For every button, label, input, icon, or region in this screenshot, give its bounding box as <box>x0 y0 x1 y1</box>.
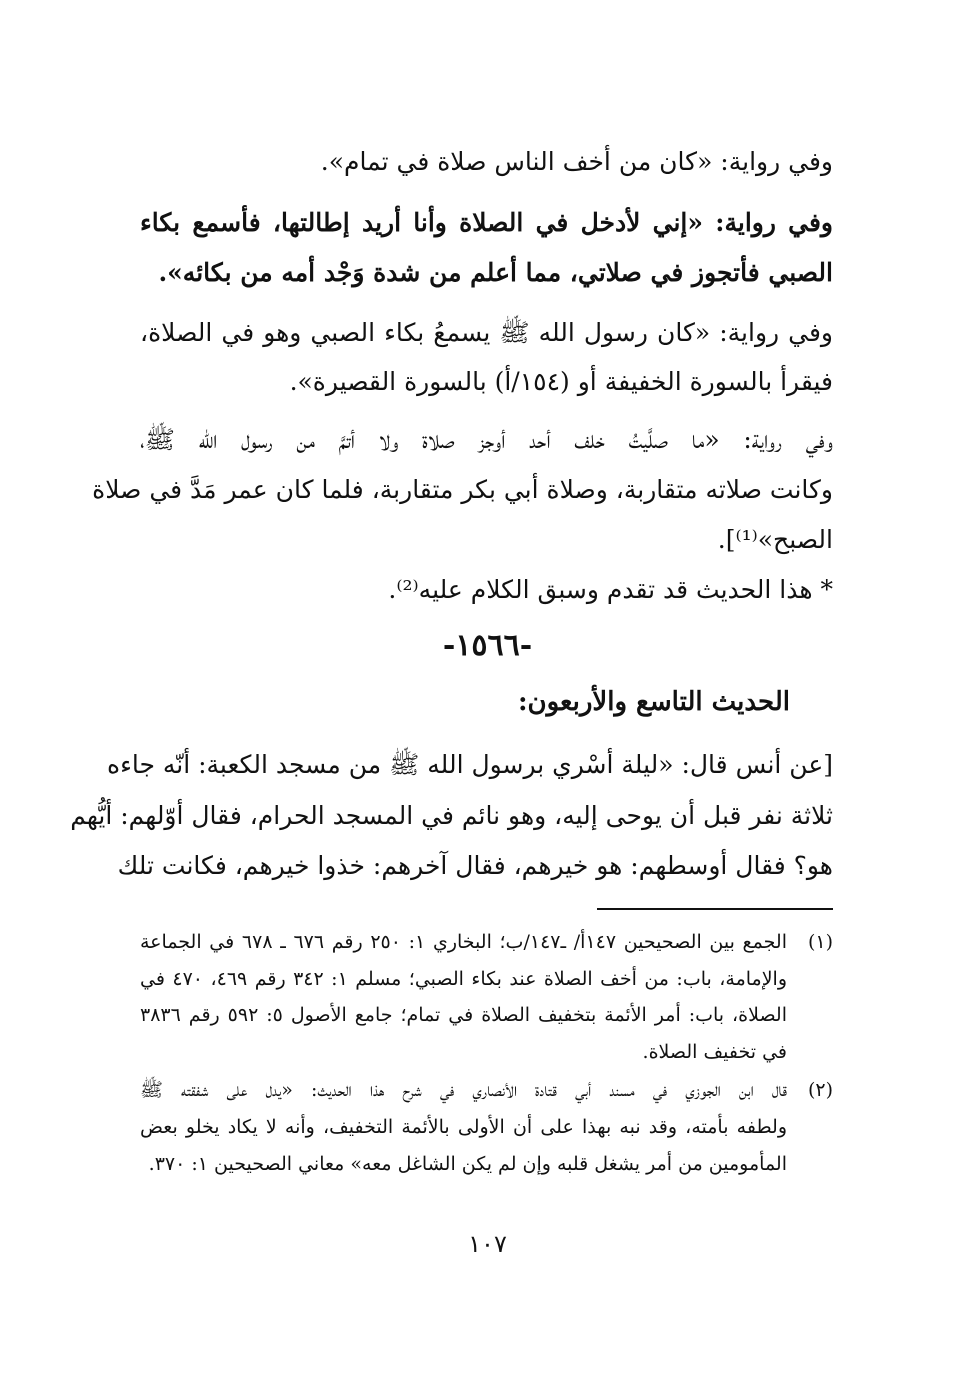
text-line-12: هو؟ فقال أوسطهم: هو خيرهم، فقال آخرهم: خذوا خيرهم، فكانت تلك <box>117 851 833 880</box>
footnote-1-line-4: في تخفيف الصلاة. <box>642 1041 787 1063</box>
text-line-9: * هذا الحديث قد تقدم وسبق الكلام عليه⁽²⁾. <box>388 575 833 604</box>
footnote-2-text-1: قال ابن الجوزي في مسند أبي قتادة الأنصاري في شرح هذا الحديث: «يدل على شفقته ﷺ <box>140 1079 787 1101</box>
page-number: ١٠٧ <box>468 1230 507 1258</box>
footnote-2-line-1 <box>140 1073 833 1107</box>
footnote-1-line-3: الصلاة، باب: أمر الأئمة بتخفيف الصلاة في تمام؛ جامع الأصول ٥: ٥٩٢ رقم ٣٨٣٦ <box>140 1004 787 1026</box>
text-line-5: فيقرأ بالسورة الخفيفة أو (١٥٤/أ) بالسورة القصيرة». <box>289 367 833 396</box>
footnote-2-line-3: المأمومين من أمر يشغل قلبه وإن لم يكن الشاغل معه» معاني الصحيحين ١: ٣٧٠. <box>148 1153 787 1175</box>
text-line-3: الصبي فأتجوز في صلاتي، مما أعلم من شدة وَجْد أمه من بكائه». <box>158 258 833 287</box>
text-line-10: [عن أنس قال: «ليلة أسْري برسول الله ﷺ من مسجد الكعبة: أنّه جاءه <box>106 750 833 779</box>
text-line-1: وفي رواية: «كان من أخف الناس صلاة في تمام». <box>320 147 833 176</box>
text-line-6: وفي رواية: «ما صلَّيتُ خلف أحد أوجز صلاة ولا أتمَّ من رسول الله ﷺ، <box>140 425 833 454</box>
hadith-number: -١٥٦٦- <box>442 628 533 663</box>
footnote-2-line-2: ولطفه بأمته، وقد نبه بهذا على أن الأولى بالأئمة التخفيف، وأنه لا يكاد يخلو بعض <box>140 1116 787 1138</box>
text-line-4: وفي رواية: «كان رسول الله ﷺ يسمعُ بكاء الصبي وهو في الصلاة، <box>140 318 833 347</box>
section-heading: الحديث التاسع والأربعون: <box>517 687 790 717</box>
footnote-1-text-1: الجمع بين الصحيحين ١٤٧أ/ ـ١٤٧/ب؛ البخاري ١: ٢٥٠ رقم ٦٧٦ ـ ٦٧٨ في الجماعة <box>140 931 787 953</box>
text-line-2: وفي رواية: «إني لأدخل في الصلاة وأنا أريد إطالتها، فأسمع بكاء <box>140 208 833 237</box>
footnote-2-marker: (٢) <box>807 1079 833 1101</box>
footnote-separator <box>597 908 833 910</box>
text-line-7: وكانت صلاته متقاربة، وصلاة أبي بكر متقاربة، فلما كان عمر مَدَّ في صلاة <box>92 475 833 504</box>
footnote-1-marker: (١) <box>807 931 833 953</box>
footnote-1-line-1 <box>140 925 833 959</box>
footnote-1-line-2: والإمامة، باب: من أخف الصلاة عند بكاء الصبي؛ مسلم ١: ٣٤٢ رقم ٤٦٩، ٤٧٠ في <box>140 968 788 990</box>
text-line-11: ثلاثة نفر قبل أن يوحى إليه، وهو نائم في المسجد الحرام، فقال أوّلهم: أيُّهم <box>70 801 833 830</box>
text-line-8: الصبح»⁽¹⁾]. <box>717 525 833 554</box>
